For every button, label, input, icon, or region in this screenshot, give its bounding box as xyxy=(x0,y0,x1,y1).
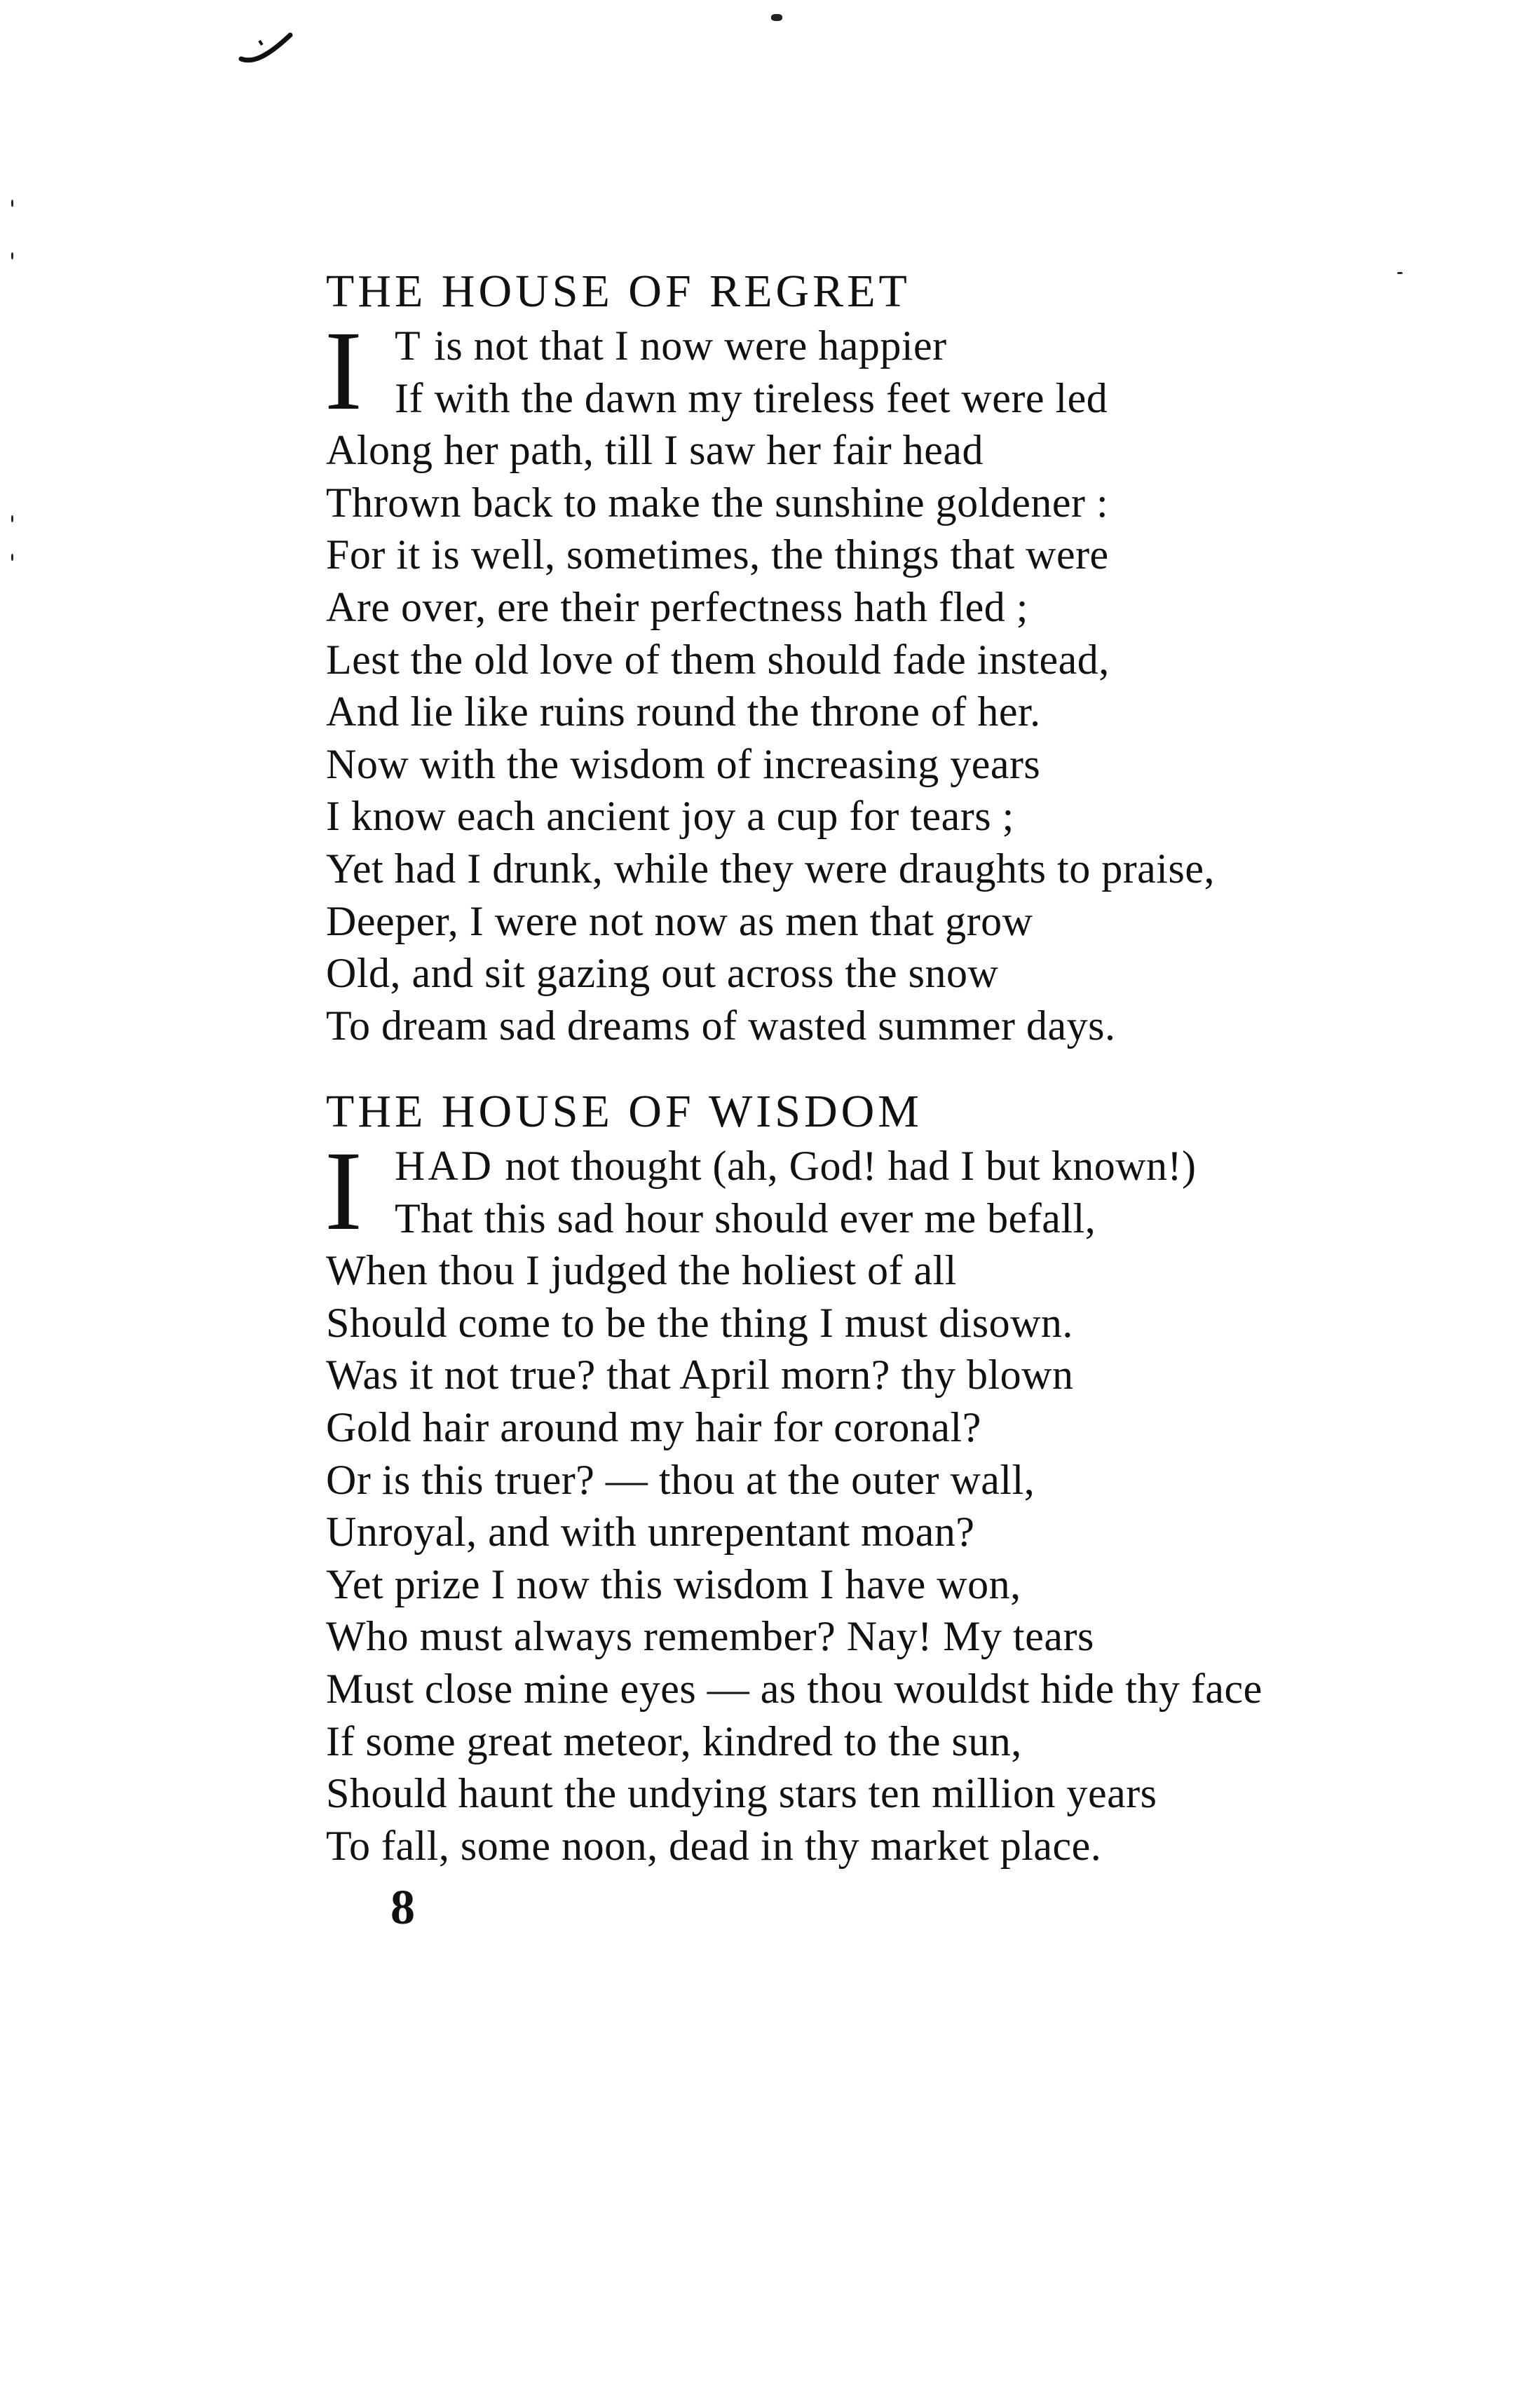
poem-line: When thou I judged the holiest of all xyxy=(326,1247,957,1294)
scan-speck xyxy=(11,554,13,561)
poem-line: Deeper, I were not now as men that grow xyxy=(326,897,1033,944)
first-line-rest: not thought (ah, God! had I but known!) xyxy=(494,1143,1197,1189)
poem-line: Thrown back to make the sunshine goldener : xyxy=(326,479,1109,526)
poem-line: I know each ancient joy a cup for tears ; xyxy=(326,793,1014,840)
poem-opening xyxy=(325,308,1518,434)
poem-house-of-regret xyxy=(326,264,1518,1052)
poem-line-2: That this sad hour should ever me befall, xyxy=(395,1195,1096,1242)
poem-line: Lest the old love of them should fade instead, xyxy=(326,636,1110,683)
first-word-rest: T xyxy=(395,322,423,369)
poem-line: For it is well, sometimes, the things that were xyxy=(326,531,1109,578)
pen-mark-icon xyxy=(238,31,293,66)
poem-line-1 xyxy=(326,1140,1518,1192)
poem-line: To fall, some noon, dead in thy market place. xyxy=(326,1822,1102,1869)
poem-line: Yet prize I now this wisdom I have won, xyxy=(326,1560,1021,1607)
poem-line: Or is this truer? — thou at the outer wall, xyxy=(326,1456,1035,1503)
poem-line: Who must always remember? Nay! My tears xyxy=(326,1613,1094,1660)
poem-line: To dream sad dreams of wasted summer days. xyxy=(326,1002,1116,1049)
poem-line: Are over, ere their perfectness hath fled ; xyxy=(326,583,1028,630)
drop-cap: I xyxy=(325,308,362,434)
poem-line: Gold hair around my hair for coronal? xyxy=(326,1403,981,1450)
poem-line: Now with the wisdom of increasing years xyxy=(326,740,1041,787)
poem-line-2: If with the dawn my tireless feet were led xyxy=(395,374,1108,421)
poem-line: Along her path, till I saw her fair head xyxy=(326,427,984,474)
poem-line: Unroyal, and with unrepentant moan? xyxy=(326,1509,975,1556)
poem-title: THE HOUSE OF REGRET xyxy=(326,266,911,317)
poem-line: And lie like ruins round the throne of her. xyxy=(326,688,1041,735)
poem-title: THE HOUSE OF WISDOM xyxy=(326,1086,923,1137)
scan-speck xyxy=(771,14,782,21)
scan-speck xyxy=(11,252,13,259)
poem-line: Yet had I drunk, while they were draughts to praise, xyxy=(326,845,1215,892)
poem-line: If some great meteor, kindred to the sun, xyxy=(326,1717,1022,1764)
poem-line: Old, and sit gazing out across the snow xyxy=(326,950,999,997)
first-line-rest: is not that I now were happier xyxy=(423,322,947,369)
poem-line: Should haunt the undying stars ten million years xyxy=(326,1770,1157,1817)
page-number: 8 xyxy=(390,1881,415,1935)
scan-speck xyxy=(11,515,13,522)
scan-speck xyxy=(11,200,13,207)
poem-line-1 xyxy=(326,320,1518,372)
poem-line: Was it not true? that April morn? thy blown xyxy=(326,1352,1074,1399)
poem-line: Must close mine eyes — as thou wouldst hide thy face xyxy=(326,1665,1263,1712)
drop-cap: I xyxy=(325,1129,362,1254)
poem-opening xyxy=(325,1129,1518,1254)
poem-line: Should come to be the thing I must disown. xyxy=(326,1299,1073,1346)
poem-house-of-wisdom xyxy=(326,1084,1518,1872)
first-word-rest: HAD xyxy=(395,1143,494,1189)
